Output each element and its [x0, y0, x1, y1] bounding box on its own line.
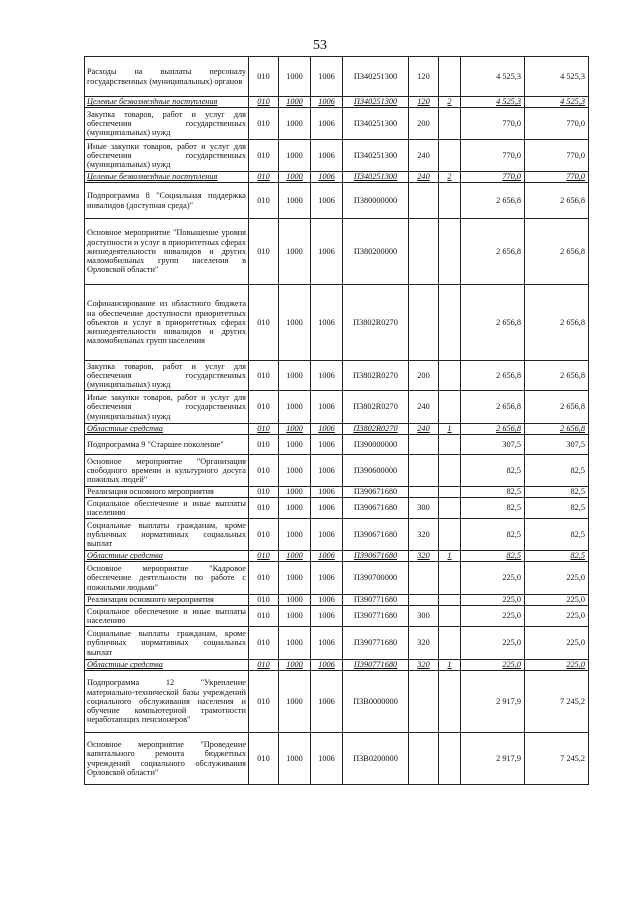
amount-year1-cell: 2 656,8 [461, 285, 525, 361]
funding-source-cell [439, 108, 461, 140]
target-article-cell: П3802R0270 [343, 361, 409, 391]
subsection-cell: 1006 [311, 551, 343, 562]
amount-year1-cell: 225,0 [461, 562, 525, 595]
expense-type-cell [409, 733, 439, 785]
amount-year2-cell: 82,5 [525, 551, 589, 562]
row-name-cell: Закупка товаров, работ и услуг для обеспечения государственных (муниципальных) нужд [85, 108, 249, 140]
section-cell: 1000 [279, 108, 311, 140]
amount-year1-cell: 2 917,9 [461, 733, 525, 785]
amount-year1-cell: 225,0 [461, 660, 525, 671]
table-row [85, 219, 589, 285]
ministry-code-cell: 010 [249, 660, 279, 671]
section-cell: 1000 [279, 140, 311, 172]
table-row [85, 660, 589, 671]
funding-source-cell [439, 519, 461, 551]
funding-source-cell: 1 [439, 424, 461, 435]
funding-source-cell [439, 627, 461, 660]
table-row [85, 606, 589, 627]
budget-table-container [84, 56, 588, 785]
amount-year1-cell: 4 525,3 [461, 57, 525, 97]
expense-type-cell: 240 [409, 424, 439, 435]
row-name-cell: Социальные выплаты гражданам, кроме публичных нормативных социальных выплат [85, 627, 249, 660]
table-row [85, 285, 589, 361]
subsection-cell: 1006 [311, 627, 343, 660]
funding-source-cell: 1 [439, 551, 461, 562]
funding-source-cell [439, 595, 461, 606]
subsection-cell: 1006 [311, 57, 343, 97]
row-name-cell: Социальное обеспечение и иные выплаты населению [85, 498, 249, 519]
subsection-cell: 1006 [311, 487, 343, 498]
section-cell: 1000 [279, 285, 311, 361]
table-row [85, 424, 589, 435]
amount-year2-cell: 770,0 [525, 140, 589, 172]
amount-year1-cell: 2 656,8 [461, 361, 525, 391]
funding-source-cell [439, 562, 461, 595]
amount-year2-cell: 82,5 [525, 455, 589, 487]
row-name-cell: Основное мероприятие "Кадровое обеспечение деятельности по работе с пожилыми людьми" [85, 562, 249, 595]
funding-source-cell [439, 487, 461, 498]
table-row [85, 733, 589, 785]
ministry-code-cell: 010 [249, 140, 279, 172]
section-cell: 1000 [279, 455, 311, 487]
section-cell: 1000 [279, 391, 311, 424]
funding-source-cell [439, 140, 461, 172]
ministry-code-cell: 010 [249, 455, 279, 487]
subsection-cell: 1006 [311, 660, 343, 671]
expense-type-cell: 240 [409, 140, 439, 172]
target-article-cell: П380000000 [343, 183, 409, 219]
ministry-code-cell: 010 [249, 627, 279, 660]
ministry-code-cell: 010 [249, 487, 279, 498]
amount-year2-cell: 307,5 [525, 435, 589, 455]
table-row [85, 519, 589, 551]
funding-source-cell: 2 [439, 97, 461, 108]
target-article-cell: П390771680 [343, 595, 409, 606]
funding-source-cell [439, 219, 461, 285]
funding-source-cell [439, 733, 461, 785]
target-article-cell: П3В0200000 [343, 733, 409, 785]
target-article-cell: П3В0000000 [343, 671, 409, 733]
section-cell: 1000 [279, 361, 311, 391]
table-row [85, 455, 589, 487]
section-cell: 1000 [279, 551, 311, 562]
row-name-cell: Областные средства [85, 424, 249, 435]
section-cell: 1000 [279, 498, 311, 519]
funding-source-cell: 1 [439, 660, 461, 671]
expense-type-cell [409, 487, 439, 498]
funding-source-cell [439, 391, 461, 424]
table-row [85, 172, 589, 183]
amount-year2-cell: 7 245,2 [525, 671, 589, 733]
subsection-cell: 1006 [311, 424, 343, 435]
section-cell: 1000 [279, 97, 311, 108]
row-name-cell: Целевые безвозмездные поступления [85, 172, 249, 183]
subsection-cell: 1006 [311, 285, 343, 361]
ministry-code-cell: 010 [249, 498, 279, 519]
table-row [85, 487, 589, 498]
ministry-code-cell: 010 [249, 183, 279, 219]
subsection-cell: 1006 [311, 562, 343, 595]
amount-year2-cell: 225,0 [525, 627, 589, 660]
row-name-cell: Реализация основного мероприятия [85, 595, 249, 606]
target-article-cell: П340251300 [343, 97, 409, 108]
page-number: 53 [313, 38, 327, 53]
target-article-cell: П390671680 [343, 551, 409, 562]
table-row [85, 551, 589, 562]
target-article-cell: П390671680 [343, 519, 409, 551]
budget-table [84, 56, 589, 785]
table-row [85, 391, 589, 424]
amount-year1-cell: 82,5 [461, 455, 525, 487]
row-name-cell: Социальное обеспечение и иные выплаты населению [85, 606, 249, 627]
expense-type-cell [409, 183, 439, 219]
expense-type-cell [409, 219, 439, 285]
section-cell: 1000 [279, 487, 311, 498]
amount-year2-cell: 770,0 [525, 108, 589, 140]
amount-year2-cell: 770,0 [525, 172, 589, 183]
section-cell: 1000 [279, 424, 311, 435]
target-article-cell: П390771680 [343, 627, 409, 660]
subsection-cell: 1006 [311, 671, 343, 733]
table-row [85, 595, 589, 606]
row-name-cell: Иные закупки товаров, работ и услуг для обеспечения государственных (муниципальных) нужд [85, 391, 249, 424]
section-cell: 1000 [279, 519, 311, 551]
amount-year2-cell: 225,0 [525, 660, 589, 671]
amount-year2-cell: 225,0 [525, 562, 589, 595]
funding-source-cell [439, 455, 461, 487]
amount-year1-cell: 2 656,8 [461, 219, 525, 285]
expense-type-cell: 320 [409, 627, 439, 660]
section-cell: 1000 [279, 660, 311, 671]
subsection-cell: 1006 [311, 606, 343, 627]
subsection-cell: 1006 [311, 108, 343, 140]
amount-year1-cell: 770,0 [461, 108, 525, 140]
amount-year2-cell: 82,5 [525, 498, 589, 519]
row-name-cell: Подпрограмма 8 "Социальная поддержка инвалидов (доступная среда)" [85, 183, 249, 219]
subsection-cell: 1006 [311, 361, 343, 391]
subsection-cell: 1006 [311, 435, 343, 455]
subsection-cell: 1006 [311, 391, 343, 424]
section-cell: 1000 [279, 562, 311, 595]
expense-type-cell: 120 [409, 97, 439, 108]
amount-year1-cell: 225,0 [461, 595, 525, 606]
amount-year1-cell: 4 525,3 [461, 97, 525, 108]
expense-type-cell: 200 [409, 108, 439, 140]
ministry-code-cell: 010 [249, 606, 279, 627]
amount-year2-cell: 225,0 [525, 606, 589, 627]
table-row [85, 140, 589, 172]
ministry-code-cell: 010 [249, 361, 279, 391]
amount-year2-cell: 82,5 [525, 519, 589, 551]
amount-year1-cell: 225,0 [461, 606, 525, 627]
ministry-code-cell: 010 [249, 424, 279, 435]
subsection-cell: 1006 [311, 172, 343, 183]
expense-type-cell [409, 562, 439, 595]
row-name-cell: Подпрограмма 9 "Старшее поколение" [85, 435, 249, 455]
amount-year1-cell: 770,0 [461, 140, 525, 172]
amount-year1-cell: 2 917,9 [461, 671, 525, 733]
expense-type-cell: 320 [409, 660, 439, 671]
subsection-cell: 1006 [311, 733, 343, 785]
expense-type-cell: 300 [409, 498, 439, 519]
amount-year2-cell: 7 245,2 [525, 733, 589, 785]
ministry-code-cell: 010 [249, 172, 279, 183]
table-row [85, 183, 589, 219]
table-row [85, 108, 589, 140]
target-article-cell: П3802R0270 [343, 285, 409, 361]
target-article-cell: П340251300 [343, 140, 409, 172]
amount-year1-cell: 82,5 [461, 498, 525, 519]
expense-type-cell: 200 [409, 361, 439, 391]
ministry-code-cell: 010 [249, 551, 279, 562]
table-row [85, 627, 589, 660]
amount-year1-cell: 82,5 [461, 519, 525, 551]
target-article-cell: П340251300 [343, 108, 409, 140]
section-cell: 1000 [279, 627, 311, 660]
target-article-cell: П340251300 [343, 172, 409, 183]
ministry-code-cell: 010 [249, 733, 279, 785]
expense-type-cell [409, 671, 439, 733]
row-name-cell: Основное мероприятие "Повышение уровня доступности и услуг в приоритетных сферах жизнедеятельности инвалидов и других маломобильных групп населения в Орловской области" [85, 219, 249, 285]
expense-type-cell: 240 [409, 172, 439, 183]
expense-type-cell [409, 285, 439, 361]
row-name-cell: Реализация основного мероприятия [85, 487, 249, 498]
section-cell: 1000 [279, 606, 311, 627]
section-cell: 1000 [279, 671, 311, 733]
ministry-code-cell: 010 [249, 57, 279, 97]
section-cell: 1000 [279, 595, 311, 606]
amount-year1-cell: 225,0 [461, 627, 525, 660]
subsection-cell: 1006 [311, 140, 343, 172]
target-article-cell: П390000000 [343, 435, 409, 455]
row-name-cell: Основное мероприятие "Организация свободного времени и культурного досуга пожилых людей" [85, 455, 249, 487]
funding-source-cell [439, 183, 461, 219]
row-name-cell: Иные закупки товаров, работ и услуг для обеспечения государственных (муниципальных) нужд [85, 140, 249, 172]
ministry-code-cell: 010 [249, 519, 279, 551]
expense-type-cell: 240 [409, 391, 439, 424]
table-body [85, 57, 589, 785]
target-article-cell: П390771680 [343, 606, 409, 627]
row-name-cell: Основное мероприятие "Проведение капитального ремонта бюджетных учреждений социального обслуживания Орловской области" [85, 733, 249, 785]
expense-type-cell: 300 [409, 606, 439, 627]
target-article-cell: П3802R0270 [343, 391, 409, 424]
ministry-code-cell: 010 [249, 671, 279, 733]
amount-year1-cell: 2 656,8 [461, 183, 525, 219]
ministry-code-cell: 010 [249, 391, 279, 424]
subsection-cell: 1006 [311, 498, 343, 519]
amount-year2-cell: 4 525,3 [525, 97, 589, 108]
funding-source-cell: 2 [439, 172, 461, 183]
amount-year2-cell: 2 656,8 [525, 183, 589, 219]
amount-year1-cell: 770,0 [461, 172, 525, 183]
subsection-cell: 1006 [311, 519, 343, 551]
target-article-cell: П390600000 [343, 455, 409, 487]
amount-year2-cell: 225,0 [525, 595, 589, 606]
amount-year2-cell: 2 656,8 [525, 424, 589, 435]
expense-type-cell: 320 [409, 551, 439, 562]
amount-year2-cell: 2 656,8 [525, 361, 589, 391]
subsection-cell: 1006 [311, 219, 343, 285]
section-cell: 1000 [279, 183, 311, 219]
amount-year2-cell: 2 656,8 [525, 391, 589, 424]
section-cell: 1000 [279, 219, 311, 285]
ministry-code-cell: 010 [249, 108, 279, 140]
ministry-code-cell: 010 [249, 97, 279, 108]
row-name-cell: Расходы на выплаты персоналу государственных (муниципальных) органов [85, 57, 249, 97]
section-cell: 1000 [279, 435, 311, 455]
expense-type-cell [409, 595, 439, 606]
row-name-cell: Социальные выплаты гражданам, кроме публичных нормативных социальных выплат [85, 519, 249, 551]
table-row [85, 562, 589, 595]
ministry-code-cell: 010 [249, 435, 279, 455]
section-cell: 1000 [279, 57, 311, 97]
target-article-cell: П390671680 [343, 498, 409, 519]
target-article-cell: П340251300 [343, 57, 409, 97]
amount-year2-cell: 2 656,8 [525, 219, 589, 285]
amount-year1-cell: 82,5 [461, 487, 525, 498]
section-cell: 1000 [279, 733, 311, 785]
table-row [85, 498, 589, 519]
target-article-cell: П380200000 [343, 219, 409, 285]
subsection-cell: 1006 [311, 183, 343, 219]
amount-year2-cell: 2 656,8 [525, 285, 589, 361]
amount-year1-cell: 82,5 [461, 551, 525, 562]
table-row [85, 97, 589, 108]
ministry-code-cell: 010 [249, 562, 279, 595]
funding-source-cell [439, 361, 461, 391]
funding-source-cell [439, 435, 461, 455]
row-name-cell: Софинансирование из областного бюджета на обеспечение доступности приоритетных объектов и услуг в приоритетных сферах жизнедеятельности инвалидов и других маломобильных групп населения [85, 285, 249, 361]
funding-source-cell [439, 606, 461, 627]
expense-type-cell: 120 [409, 57, 439, 97]
row-name-cell: Целевые безвозмездные поступления [85, 97, 249, 108]
amount-year2-cell: 82,5 [525, 487, 589, 498]
expense-type-cell [409, 455, 439, 487]
table-row [85, 671, 589, 733]
expense-type-cell [409, 435, 439, 455]
target-article-cell: П390700000 [343, 562, 409, 595]
ministry-code-cell: 010 [249, 595, 279, 606]
funding-source-cell [439, 57, 461, 97]
row-name-cell: Подпрограмма 12 "Укрепление материально-технической базы учреждений социального обслуживания населения и обучение компьютерной грамотности неработающих пенсионеров" [85, 671, 249, 733]
amount-year1-cell: 2 656,8 [461, 424, 525, 435]
section-cell: 1000 [279, 172, 311, 183]
ministry-code-cell: 010 [249, 285, 279, 361]
amount-year1-cell: 2 656,8 [461, 391, 525, 424]
table-row [85, 57, 589, 97]
amount-year1-cell: 307,5 [461, 435, 525, 455]
subsection-cell: 1006 [311, 97, 343, 108]
row-name-cell: Областные средства [85, 660, 249, 671]
amount-year2-cell: 4 525,3 [525, 57, 589, 97]
row-name-cell: Областные средства [85, 551, 249, 562]
funding-source-cell [439, 498, 461, 519]
subsection-cell: 1006 [311, 455, 343, 487]
row-name-cell: Закупка товаров, работ и услуг для обеспечения государственных (муниципальных) нужд [85, 361, 249, 391]
funding-source-cell [439, 671, 461, 733]
subsection-cell: 1006 [311, 595, 343, 606]
funding-source-cell [439, 285, 461, 361]
target-article-cell: П390771680 [343, 660, 409, 671]
table-row [85, 435, 589, 455]
table-row [85, 361, 589, 391]
ministry-code-cell: 010 [249, 219, 279, 285]
target-article-cell: П3802R0270 [343, 424, 409, 435]
target-article-cell: П390671680 [343, 487, 409, 498]
expense-type-cell: 320 [409, 519, 439, 551]
